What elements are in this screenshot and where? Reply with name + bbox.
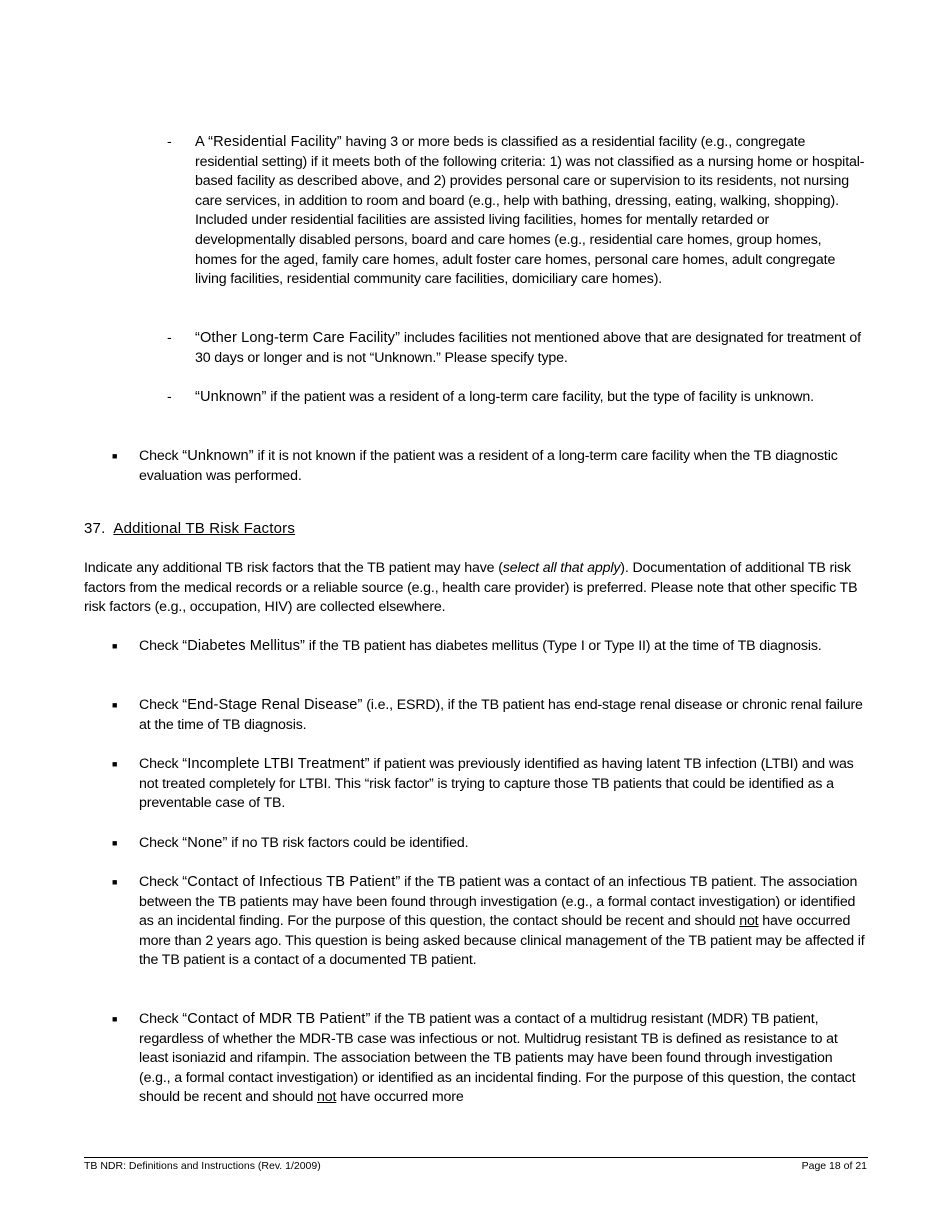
item-text: if the patient was a resident of a long-term care facility, but the type of facility is unknown. xyxy=(266,389,814,405)
term-label: “Other Long-term Care Facility” xyxy=(195,330,401,346)
bullet-marker: ■ xyxy=(112,877,118,887)
intro-italic: select all that apply xyxy=(502,560,621,576)
term-label: “Contact of Infectious TB Patient” xyxy=(182,874,401,890)
item-text: if patient was previously identified as having latent TB infection (LTBI) and was not treated completely for LTBI. This “risk factor” is trying to capture those TB patients that could be identified as a preventable case of TB. xyxy=(139,756,854,812)
term-label: “Contact of MDR TB Patient” xyxy=(182,1011,371,1027)
section-heading xyxy=(84,519,295,539)
check-prefix: Check xyxy=(139,874,183,890)
item-text: if no TB risk factors could be identified. xyxy=(227,835,469,851)
check-prefix: Check xyxy=(139,1011,183,1027)
contact-mdr-bullet xyxy=(139,1010,867,1108)
dash-marker: - xyxy=(167,389,172,405)
bullet-marker: ■ xyxy=(112,759,118,769)
contact-infectious-bullet xyxy=(139,873,867,971)
dash-marker: - xyxy=(167,330,172,346)
term-label: “End-Stage Renal Disease” xyxy=(182,697,363,713)
term-label: “Diabetes Mellitus” xyxy=(182,638,306,654)
item-text: if the TB patient was a contact of an infectious TB patient. The association between the TB patients may have been found through investigation (e.g., a formal contact investigation) or identified as an incidental finding. For the purpose of this question, the contact should be recent and should xyxy=(139,874,858,930)
item-text: includes facilities not mentioned above that are designated for treatment of 30 days or longer and is not “Unknown.” Please specify type. xyxy=(195,330,861,366)
term-label: “None” xyxy=(182,835,228,851)
footer-document-title: TB NDR: Definitions and Instructions (Rev. 1/2009) xyxy=(84,1160,321,1172)
emphasis-underline: not xyxy=(739,913,759,930)
bullet-marker: ■ xyxy=(112,641,118,651)
intro-paragraph xyxy=(84,559,867,618)
item-text: if the TB patient has diabetes mellitus (Type I or Type II) at the time of TB diagnosis. xyxy=(305,638,822,654)
none-bullet xyxy=(139,834,867,854)
item-text: have occurred more xyxy=(336,1089,464,1106)
dash-marker: - xyxy=(167,134,172,150)
check-prefix: Check xyxy=(139,697,183,713)
item-text: having 3 or more beds is classified as a residential facility (e.g., congregate residential setting) if it meets both of the following criteria: 1) was not classified as a nursing home or hospital-based facility as described above, and 2) provides personal care or supervision to its residents, not nursing care services, in addition to room and board (e.g., help with bathing, dressing, eating, walking, shopping). Included under residential facilities are assisted living facilities, homes for mentally retarded or developmentally disabled persons, board and care homes (e.g., residential care homes, group homes, homes for the aged, family care homes, adult foster care homes, personal care homes, adult congregate living facilities, residential community care facilities, domiciliary care homes). xyxy=(195,134,865,288)
footer-rule xyxy=(84,1157,868,1158)
check-prefix: Check xyxy=(139,638,183,654)
emphasis-underline: not xyxy=(317,1089,337,1106)
check-prefix: Check xyxy=(139,835,183,851)
section-title: Additional TB Risk Factors xyxy=(113,520,296,537)
term-label: “Unknown” xyxy=(195,389,267,405)
item-text: have occurred more than 2 years ago. This question is being asked because clinical management of the TB patient may be affected if the TB patient is a contact of a documented TB patient. xyxy=(139,913,865,969)
item-text: if the TB patient was a contact of a multidrug resistant (MDR) TB patient, regardless of whether the MDR-TB case was infectious or not. Multidrug resistant TB is defined as resistance to at least isoniazid and rifampin. The association between the TB patients may have been found through investigation (e.g., a formal contact investigation) or identified as an incidental finding. For the purpose of this question, the contact should be recent and should xyxy=(139,1011,856,1106)
footer-page-number: Page 18 of 21 xyxy=(801,1160,867,1172)
section-number: 37. xyxy=(84,520,106,537)
term-label: A “Residential Facility” xyxy=(195,134,342,150)
bullet-marker: ■ xyxy=(112,838,118,848)
term-label: “Incomplete LTBI Treatment” xyxy=(182,756,370,772)
other-long-term-care-item xyxy=(195,329,867,368)
incomplete-ltbi-bullet xyxy=(139,755,867,814)
term-label: “Unknown” xyxy=(182,448,254,464)
bullet-marker: ■ xyxy=(112,1014,118,1024)
intro-text: Indicate any additional TB risk factors that the TB patient may have ( xyxy=(84,560,503,576)
esrd-bullet xyxy=(139,696,867,735)
diabetes-bullet xyxy=(139,637,867,657)
bullet-marker: ■ xyxy=(112,700,118,710)
residential-facility-item xyxy=(195,133,867,290)
check-prefix: Check xyxy=(139,756,183,772)
item-text: (i.e., ESRD), if the TB patient has end-stage renal disease or chronic renal failure at the time of TB diagnosis. xyxy=(139,697,863,733)
intro-text: ). Documentation of additional TB risk factors from the medical records or a reliable source (e.g., health care provider) is preferred. Please note that other specific TB risk factors (e.g., occupation, HIV) are collected elsewhere. xyxy=(84,560,858,616)
unknown-facility-item xyxy=(195,388,867,408)
item-text: if it is not known if the patient was a resident of a long-term care facility when the TB diagnostic evaluation was performed. xyxy=(139,448,838,484)
check-prefix: Check xyxy=(139,448,183,464)
unknown-resident-bullet xyxy=(139,447,867,486)
bullet-marker: ■ xyxy=(112,451,118,461)
